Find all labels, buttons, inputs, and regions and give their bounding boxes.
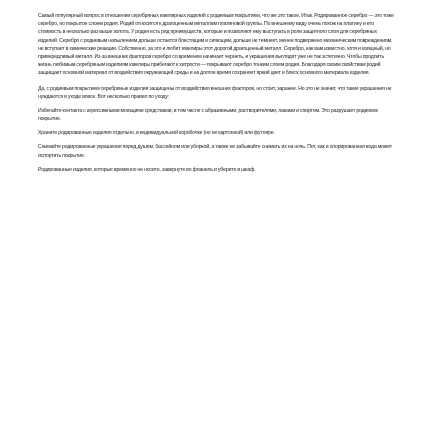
paragraph-rule-storage: Храните родированные изделия отдельно, в индивидуальной коробочке (но не картонной) или футляре. [38, 130, 275, 137]
paragraph-rule-remove: Снимайте родированные украшения перед душем, бассейном или уборкой, а также не забывайте снимать их на ночь. Пот, как и хлорированная вода может испортить покрытие. [38, 144, 393, 159]
document-page [38, 12, 396, 424]
paragraph-care-intro: Да, с родиевым покрытием серебряные изделия защищены от воздействия внешних факторов, но стоит, заранее. Но это не значит, что такие украшения не нуждаются в уходе вовсе. Вот несколько правил по уходу: [38, 85, 392, 100]
paragraph-rule-cleaners: Избегайте контакта с агрессивными моющими средствами, в том числе с абразивными, растворителями, лаками и спиртом. Это разрушает родиевое покрытие. [38, 107, 379, 123]
paragraph-intro: Самый популярный вопрос в отношении серебряных ювелирных изделий с родиевым покрытием, что же это такое. Итак. Родированное серебро — это тоже серебро, но покрытое слоем родия. Родий относится к драгоценным металлам платиновой группы. По внешнему виду очень похож на платину и его стоимость в несколько раз выше золота. У родия есть ряд преимуществ, которые и позволяют ему выступать в роли защитного слоя для серебряных изделий. Серебро с родиевым напылением дольше остается блестящим и сияющим, дольше не темнеет, менее подвержено механическим повреждениям, не вступает в химические реакции. Собственно, за это и любят ювелиры этот дорогой драгоценный металл. Серебро, как вам известно, хотя и изящный, но привередливый металл. Из-за внешних факторов серебро со временем начинает чернеть, и украшения выглядят уже не так эстетично. Чтобы продлить жизнь любимым серебряным изделиям ювелиры прибегают к хитрости — покрывают серебро тонким слоем родия. Благодаря своим свойствам родий защищает основной материал от воздействия окружающей среды и на долгое время сохраняет яркий цвет и блеск основного материала изделия. [38, 13, 394, 77]
paragraph-rule-flannel: Родированные изделия, которые временно не носите, завернуте во фланель и уберите в шкаф. [38, 166, 256, 173]
